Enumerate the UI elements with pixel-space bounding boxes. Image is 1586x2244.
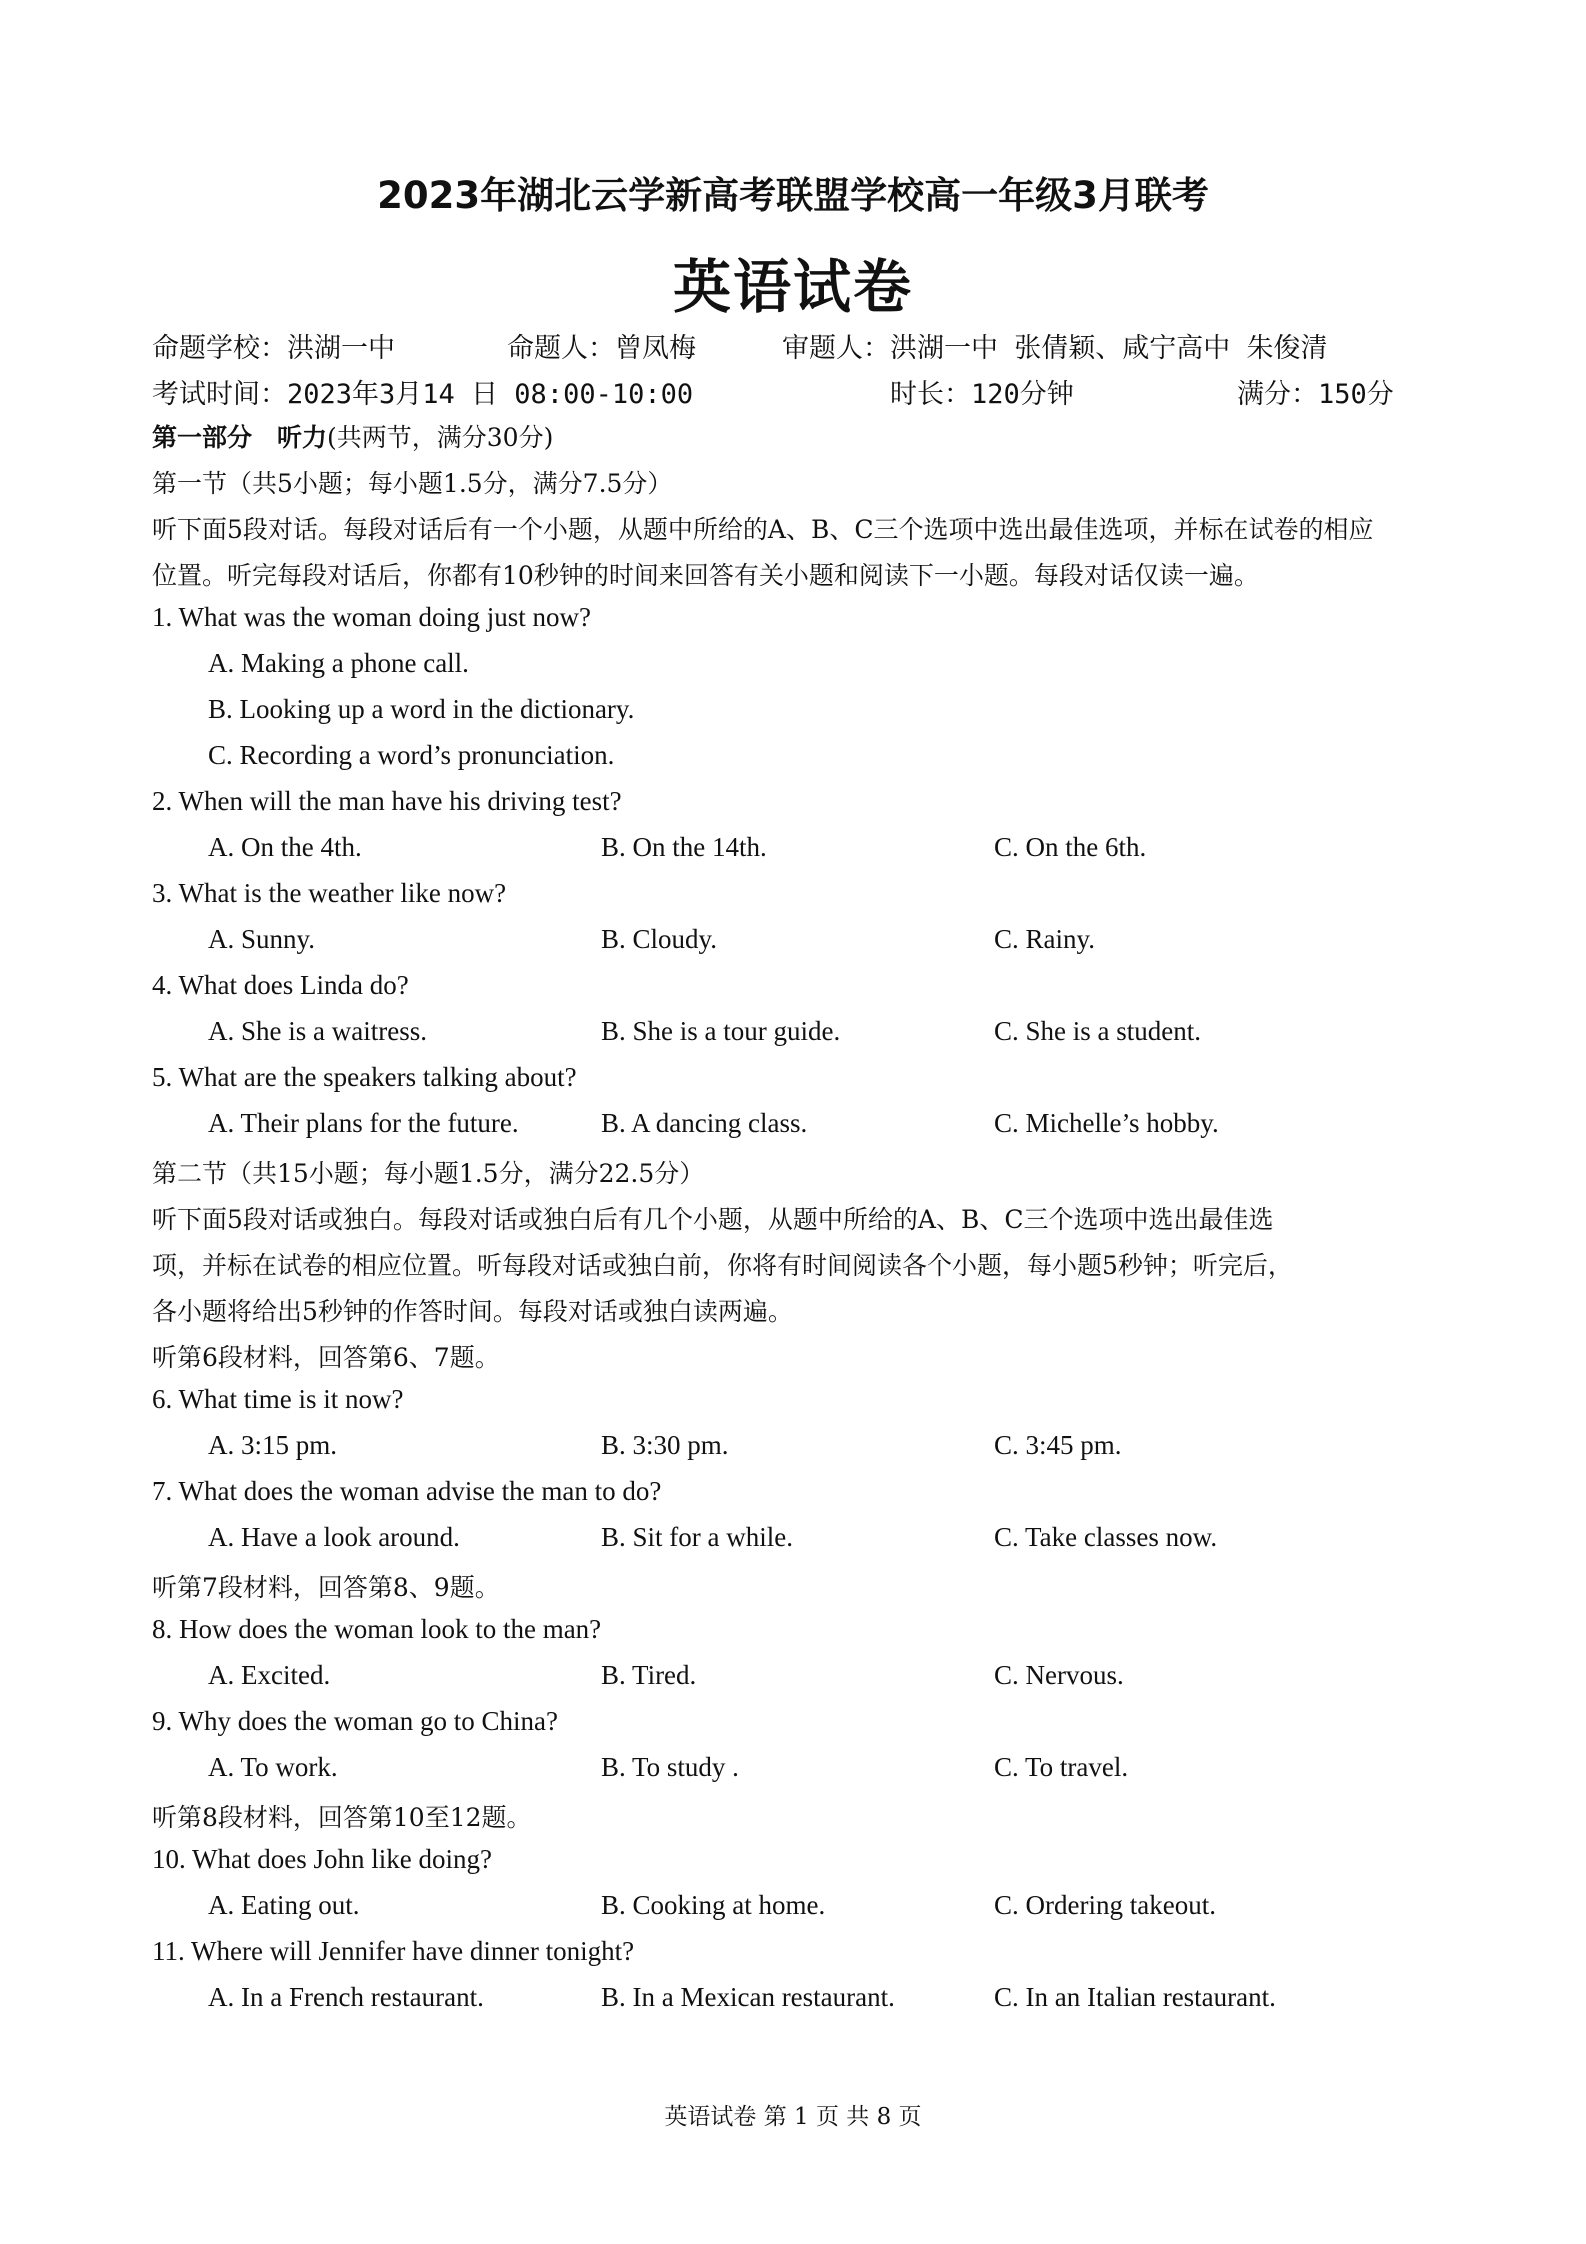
section1-instruction-1: 听下面5段对话。每段对话后有一个小题，从题中所给的A、B、C三个选项中选出最佳选项，并标在试卷的相应 — [152, 515, 1374, 544]
section2-instruction-3: 各小题将给出5秒钟的作答时间。每段对话或独白读两遍。 — [152, 1297, 793, 1326]
material-6-heading: 听第6段材料，回答第6、7题。 — [152, 1343, 500, 1372]
option-b: B. She is a tour guide. — [601, 1016, 841, 1046]
option-a: A. Their plans for the future. — [208, 1108, 519, 1138]
question-stem: 10. What does John like doing? — [152, 1844, 492, 1874]
material-8-heading: 听第8段材料，回答第10至12题。 — [152, 1803, 532, 1832]
section1-heading: 第一节（共5小题；每小题1.5分，满分7.5分） — [152, 469, 673, 498]
setter: 命题人：曾凤梅 — [507, 333, 696, 364]
full-score: 满分：150分 — [1237, 379, 1394, 410]
option-a: A. Sunny. — [208, 924, 316, 954]
option-c: C. Michelle’s hobby. — [994, 1108, 1219, 1138]
option-a: A. Making a phone call. — [208, 648, 469, 678]
question-stem: 6. What time is it now? — [152, 1384, 404, 1414]
question-stem: 2. When will the man have his driving test? — [152, 786, 622, 816]
option-b: B. Tired. — [601, 1660, 697, 1690]
section2-instruction-1: 听下面5段对话或独白。每段对话或独白后有几个小题，从题中所给的A、B、C三个选项中选出最佳选 — [152, 1205, 1274, 1234]
part1-heading-bold: 第一部分 听力 — [152, 423, 328, 452]
option-a: A. To work. — [208, 1752, 338, 1782]
exam-time: 考试时间：2023年3月14 日 08:00-10:00 — [152, 379, 694, 410]
option-b: B. 3:30 pm. — [601, 1430, 729, 1460]
option-a: A. 3:15 pm. — [208, 1430, 338, 1460]
option-c: C. Take classes now. — [994, 1522, 1218, 1552]
option-c: C. She is a student. — [994, 1016, 1201, 1046]
option-b: B. To study . — [601, 1752, 739, 1782]
section1-instruction-2: 位置。听完每段对话后，你都有10秒钟的时间来回答有关小题和阅读下一小题。每段对话仅读一遍。 — [152, 561, 1259, 590]
option-b: B. On the 14th. — [601, 832, 767, 862]
option-c: C. Recording a word’s pronunciation. — [208, 740, 615, 770]
option-c: C. Rainy. — [994, 924, 1095, 954]
section2-instruction-2: 项，并标在试卷的相应位置。听每段对话或独白前，你将有时间阅读各个小题，每小题5秒钟；听完后， — [152, 1251, 1293, 1280]
option-c: C. In an Italian restaurant. — [994, 1982, 1276, 2012]
option-a: A. In a French restaurant. — [208, 1982, 484, 2012]
option-b: B. In a Mexican restaurant. — [601, 1982, 895, 2012]
option-c: C. Ordering takeout. — [994, 1890, 1216, 1920]
option-b: B. Sit for a while. — [601, 1522, 793, 1552]
part1-heading-rest: (共两节，满分30分) — [327, 423, 554, 452]
part1-heading — [152, 418, 553, 454]
option-a: A. She is a waitress. — [208, 1016, 427, 1046]
question-stem: 3. What is the weather like now? — [152, 878, 507, 908]
option-c: C. Nervous. — [994, 1660, 1124, 1690]
option-c: C. 3:45 pm. — [994, 1430, 1122, 1460]
section2-heading: 第二节（共15小题；每小题1.5分，满分22.5分） — [152, 1159, 705, 1188]
option-b: B. Cloudy. — [601, 924, 718, 954]
exam-title: 2023年湖北云学新高考联盟学校高一年级3月联考 — [377, 174, 1209, 217]
subject-title: 英语试卷 — [672, 253, 913, 321]
duration: 时长：120分钟 — [890, 379, 1074, 410]
option-b: B. Looking up a word in the dictionary. — [208, 694, 635, 724]
question-stem: 9. Why does the woman go to China? — [152, 1706, 558, 1736]
question-stem: 4. What does Linda do? — [152, 970, 409, 1000]
question-stem: 5. What are the speakers talking about? — [152, 1062, 577, 1092]
reviewers: 审题人：洪湖一中 张倩颖、咸宁高中 朱俊清 — [782, 333, 1328, 364]
question-stem: 1. What was the woman doing just now? — [152, 602, 591, 632]
option-c: C. To travel. — [994, 1752, 1129, 1782]
option-a: A. Excited. — [208, 1660, 331, 1690]
material-7-heading: 听第7段材料，回答第8、9题。 — [152, 1573, 500, 1602]
option-a: A. Have a look around. — [208, 1522, 460, 1552]
setter-school: 命题学校：洪湖一中 — [152, 333, 395, 364]
option-c: C. On the 6th. — [994, 832, 1147, 862]
option-a: A. On the 4th. — [208, 832, 362, 862]
option-b: B. A dancing class. — [601, 1108, 808, 1138]
question-stem: 7. What does the woman advise the man to do? — [152, 1476, 662, 1506]
page-footer: 英语试卷 第 1 页 共 8 页 — [664, 2104, 922, 2130]
question-stem: 11. Where will Jennifer have dinner tonight? — [152, 1936, 635, 1966]
option-a: A. Eating out. — [208, 1890, 360, 1920]
option-b: B. Cooking at home. — [601, 1890, 826, 1920]
question-stem: 8. How does the woman look to the man? — [152, 1614, 602, 1644]
